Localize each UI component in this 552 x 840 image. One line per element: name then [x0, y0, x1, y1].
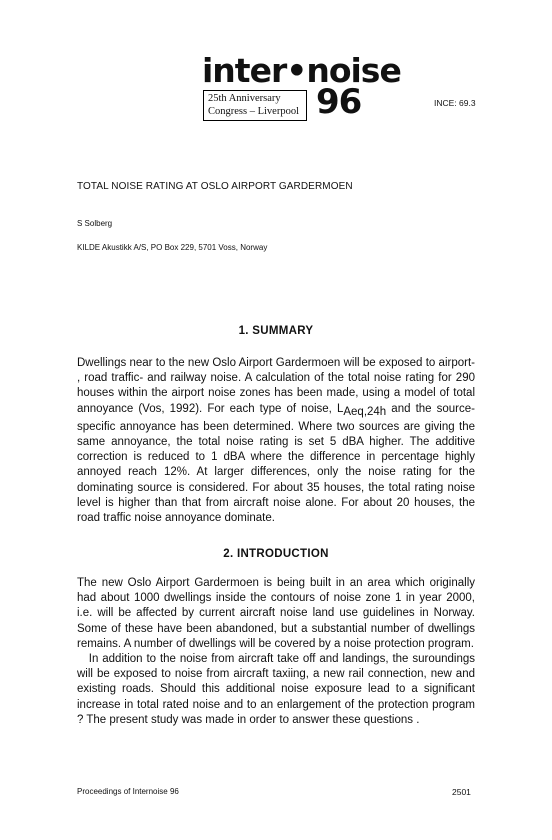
laeq-symbol-letter: L [336, 402, 344, 415]
introduction-paragraph [77, 576, 475, 728]
logo-box-line2: Congress – Liverpool [208, 106, 299, 117]
logo-year: 96 [316, 82, 362, 122]
author-name: S Solberg [77, 219, 113, 228]
section-heading-introduction: 2. INTRODUCTION [223, 548, 329, 560]
laeq-symbol-subscript: Aeq,24h [343, 405, 387, 418]
introduction-text-part2: In addition to the noise from aircraft take off and landings, the suroundings will be exposed to noise from aircraft taxiing, a new rail connection, new and existing roads. Should this additional noise exposure lead to a significant increase in total rated noise and to an enlargement of the protection program ? The present study was made in order to answer these questions . [77, 653, 475, 726]
logo-box-line1: 25th Anniversary [208, 93, 281, 104]
introduction-indent [77, 653, 89, 665]
page-number: 2501 [452, 787, 471, 797]
section-heading-summary: 1. SUMMARY [238, 325, 314, 337]
summary-text-part1: Dwellings near to the new Oslo Airport Gardermoen will be exposed to airport- , road traffic- and railway noise. A calculation of the total noise rating for 290 houses within the airport noise zones has been made, using a model of total annoyance (Vos, 1992). For each type of noise, [77, 357, 475, 415]
conference-logo [200, 51, 401, 122]
logo-anniversary-box [203, 90, 307, 121]
summary-paragraph [77, 356, 475, 526]
ince-reference: INCE: 69.3 [434, 98, 476, 108]
paper-title: TOTAL NOISE RATING AT OSLO AIRPORT GARDERMOEN [77, 181, 353, 192]
footer-proceedings: Proceedings of Internoise 96 [77, 787, 179, 796]
logo-wordmark: inter•noise [202, 51, 401, 90]
summary-text-part2: and the source- specific annoyance has been determined. Where two sources are giving the same annoyance, the total noise rating is set 5 dBA higher. The additive correction is reduced to 1 dBA where the difference in percentage highly annoyed reach 12%. At larger differences, only the noise rating for the dominating source is considered. For about 35 houses, the total rating noise level is higher than that from aircraft noise alone. For about 20 houses, the road traffic noise annoyance dominate. [77, 402, 475, 525]
author-affiliation: KILDE Akustikk A/S, PO Box 229, 5701 Voss, Norway [77, 243, 268, 252]
introduction-text-part1: The new Oslo Airport Gardermoen is being built in an area which originally had about 1000 dwellings inside the contours of noise zone 1 in year 2000, i.e. will be affected by current aircraft noise land use guidelines in Norway. Some of these have been abandoned, but a substantial number of dwellings remains. A number of dwellings will be covered by a noise protection program. [77, 577, 475, 650]
laeq-symbol [336, 402, 387, 418]
